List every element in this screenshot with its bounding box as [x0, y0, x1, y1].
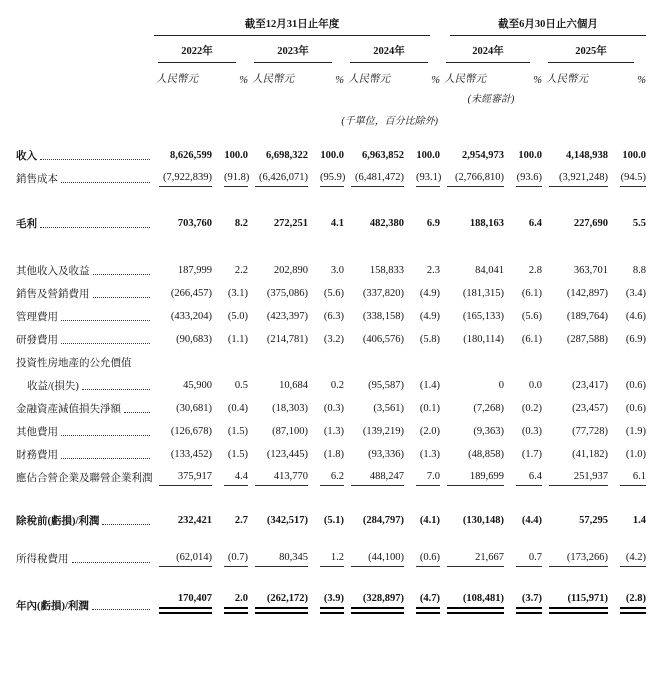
percent-cell: (6.1) — [521, 334, 542, 346]
row-label-text: 收入 — [16, 151, 37, 163]
table-row — [16, 506, 646, 529]
percent-cell: (4.9) — [419, 311, 440, 323]
table-row — [16, 127, 646, 164]
percent-cell: 2.7 — [234, 515, 248, 527]
row-label — [16, 256, 152, 279]
percent-cell: 100.0 — [224, 150, 248, 162]
amount-cell: (375,086) — [266, 288, 308, 300]
amount-cell: (93,336) — [368, 449, 404, 461]
spacer-row — [16, 529, 646, 544]
amount-cell: 170,407 — [152, 591, 212, 614]
percent-header: % — [533, 75, 542, 86]
percent-cell: (1.0) — [625, 449, 646, 461]
amount-cell: (95,587) — [368, 380, 404, 392]
currency-header: 人民幣元 — [348, 74, 390, 85]
amount-cell: (90,683) — [176, 334, 212, 346]
table-row — [16, 325, 646, 348]
amount-cell: (48,858) — [468, 449, 504, 461]
year-header-2023: 2023年 — [248, 36, 344, 63]
percent-cell — [504, 348, 542, 371]
amount-cell: 57,295 — [579, 515, 608, 527]
unaudited-note-row — [16, 86, 646, 105]
amount-cell: (7,922,839) — [152, 164, 212, 187]
spacer — [16, 486, 646, 506]
percent-cell: 4.1 — [330, 218, 344, 230]
row-label-text: 毛利 — [16, 219, 37, 231]
amount-cell: 272,251 — [273, 218, 308, 230]
amount-cell: (2,766,810) — [440, 164, 504, 187]
row-label-text: 研發費用 — [16, 335, 58, 347]
amount-cell: (130,148) — [462, 515, 504, 527]
dot-leader — [93, 297, 151, 298]
spacer-row — [16, 232, 646, 256]
percent-cell: (0.2) — [521, 403, 542, 415]
amount-cell: (87,100) — [272, 426, 308, 438]
amount-cell: (6,481,472) — [344, 164, 404, 187]
percent-cell: (0.4) — [227, 403, 248, 415]
amount-cell — [344, 348, 404, 371]
spacer — [16, 232, 646, 256]
period-group-interim-title: 截至6月30日止六個月 — [450, 16, 646, 36]
amount-cell: (123,445) — [266, 449, 308, 461]
amount-cell: 0 — [498, 380, 504, 392]
row-label — [16, 127, 152, 164]
spacer-row — [16, 187, 646, 209]
row-label — [16, 440, 152, 463]
row-label-text: 年內(虧損)/利潤 — [16, 601, 89, 613]
amount-cell: (23,457) — [572, 403, 608, 415]
percent-cell: 0.5 — [234, 380, 248, 392]
dot-leader — [93, 274, 151, 275]
percent-cell: (1.5) — [227, 449, 248, 461]
amount-cell: (62,014) — [152, 544, 212, 567]
table-row — [16, 164, 646, 187]
percent-cell: 1.4 — [632, 515, 646, 527]
percent-header: % — [637, 75, 646, 86]
period-group-annual-title: 截至12月31日止年度 — [154, 16, 430, 36]
amount-cell: (338,158) — [362, 311, 404, 323]
amount-cell: (423,397) — [266, 311, 308, 323]
spacer — [16, 187, 646, 209]
amount-cell: (328,897) — [344, 591, 404, 614]
percent-cell: 6.4 — [528, 218, 542, 230]
percent-cell: (1.5) — [227, 426, 248, 438]
year-header-2024-interim: 2024年 — [440, 36, 542, 63]
spacer-row — [16, 486, 646, 506]
dot-leader — [61, 343, 150, 344]
amount-cell: (3,561) — [373, 403, 404, 415]
row-label — [16, 371, 152, 394]
percent-cell: (93.1) — [404, 164, 440, 187]
percent-cell: 6.4 — [504, 463, 542, 486]
amount-cell: (108,481) — [440, 591, 504, 614]
financial-table — [16, 12, 646, 614]
percent-cell: (0.6) — [404, 544, 440, 567]
units-note: (千單位，百分比除外) — [341, 116, 438, 127]
period-group-interim — [440, 12, 646, 36]
dot-leader — [40, 227, 150, 228]
empty-cell — [16, 63, 152, 86]
unit-header-row — [16, 63, 646, 86]
table-row — [16, 544, 646, 567]
amount-cell: 363,701 — [573, 265, 608, 277]
percent-cell: (5.6) — [323, 288, 344, 300]
percent-cell: (6.9) — [625, 334, 646, 346]
percent-cell: 100.0 — [416, 150, 440, 162]
amount-cell: (337,820) — [362, 288, 404, 300]
year-header-2025-interim: 2025年 — [542, 36, 646, 63]
amount-cell: (173,266) — [542, 544, 608, 567]
amount-cell: 413,770 — [248, 463, 308, 486]
amount-cell: (18,303) — [272, 403, 308, 415]
percent-cell: 2.8 — [528, 265, 542, 277]
table-row — [16, 463, 646, 486]
percent-cell: (4.7) — [404, 591, 440, 614]
percent-cell — [608, 348, 646, 371]
unaudited-note: (未經審計) — [467, 94, 515, 105]
amount-cell: (126,678) — [170, 426, 212, 438]
amount-cell: (406,576) — [362, 334, 404, 346]
row-label-text: 管理費用 — [16, 312, 58, 324]
row-label-text: 財務費用 — [16, 450, 58, 462]
row-label — [16, 279, 152, 302]
amount-cell: 2,954,973 — [462, 150, 504, 162]
amount-cell: 232,421 — [177, 515, 212, 527]
row-label-text: 收益/(損失) — [27, 381, 79, 393]
percent-header: % — [431, 75, 440, 86]
row-label-text: 金融資產減值損失淨額 — [16, 404, 121, 416]
percent-cell: (5.0) — [227, 311, 248, 323]
amount-cell — [152, 348, 212, 371]
amount-cell: (9,363) — [473, 426, 504, 438]
percent-cell: 0.2 — [330, 380, 344, 392]
empty-cell — [16, 36, 152, 63]
percent-cell: (5.8) — [419, 334, 440, 346]
spacer — [16, 567, 646, 591]
amount-cell: 375,917 — [152, 463, 212, 486]
units-note-row — [16, 105, 646, 127]
amount-cell: 488,247 — [344, 463, 404, 486]
amount-cell: (214,781) — [266, 334, 308, 346]
dot-leader — [92, 609, 150, 610]
table-row — [16, 371, 646, 394]
percent-cell: (5.6) — [521, 311, 542, 323]
amount-cell: 84,041 — [475, 265, 504, 277]
percent-cell: (93.6) — [504, 164, 542, 187]
table-row — [16, 256, 646, 279]
dot-leader — [61, 182, 150, 183]
percent-cell — [308, 348, 344, 371]
amount-cell: 10,684 — [279, 380, 308, 392]
row-label — [16, 463, 152, 486]
amount-cell: (115,971) — [542, 591, 608, 614]
year-header-2022: 2022年 — [152, 36, 248, 63]
row-label — [16, 348, 152, 371]
currency-header: 人民幣元 — [444, 74, 486, 85]
percent-cell: (1.4) — [419, 380, 440, 392]
percent-cell: (4.2) — [608, 544, 646, 567]
percent-cell: (94.5) — [608, 164, 646, 187]
percent-cell: (1.8) — [323, 449, 344, 461]
row-label-text: 銷售成本 — [16, 174, 58, 186]
percent-cell: (3.7) — [504, 591, 542, 614]
amount-cell: (342,517) — [266, 515, 308, 527]
row-label-text: 其他收入及收益 — [16, 266, 90, 278]
label-column-header — [16, 12, 152, 36]
percent-cell: (4.4) — [521, 515, 542, 527]
amount-cell: 188,163 — [469, 218, 504, 230]
spacer-row — [16, 567, 646, 591]
row-label — [16, 544, 152, 567]
amount-cell: 21,667 — [440, 544, 504, 567]
percent-cell: (1.1) — [227, 334, 248, 346]
amount-cell: (139,219) — [362, 426, 404, 438]
dot-leader — [61, 435, 150, 436]
percent-cell: (0.7) — [212, 544, 248, 567]
table-row — [16, 591, 646, 614]
amount-cell: 482,380 — [369, 218, 404, 230]
percent-cell: (1.3) — [323, 426, 344, 438]
percent-cell: 2.0 — [212, 591, 248, 614]
percent-cell: 6.2 — [308, 463, 344, 486]
amount-cell: (181,315) — [462, 288, 504, 300]
percent-cell: (1.3) — [419, 449, 440, 461]
amount-cell: (287,588) — [566, 334, 608, 346]
percent-cell: (2.8) — [608, 591, 646, 614]
row-label — [16, 325, 152, 348]
table-row — [16, 279, 646, 302]
amount-cell: 4,148,938 — [566, 150, 608, 162]
table-row — [16, 394, 646, 417]
row-label-text: 應佔合營企業及聯營企業利潤 — [16, 473, 153, 485]
row-label — [16, 506, 152, 529]
row-label-text: 所得稅費用 — [16, 554, 69, 566]
row-label — [16, 417, 152, 440]
percent-cell: 8.2 — [234, 218, 248, 230]
dot-leader — [61, 320, 150, 321]
amount-cell — [542, 348, 608, 371]
percent-cell — [404, 348, 440, 371]
amount-cell: (23,417) — [572, 380, 608, 392]
percent-cell: (4.1) — [419, 515, 440, 527]
row-label-text: 其他費用 — [16, 427, 58, 439]
percent-cell: (91.8) — [212, 164, 248, 187]
empty-cell — [542, 86, 646, 105]
percent-cell — [212, 348, 248, 371]
spacer — [16, 529, 646, 544]
percent-cell: 2.2 — [234, 265, 248, 277]
amount-cell: (3,921,248) — [542, 164, 608, 187]
percent-cell: (3.1) — [227, 288, 248, 300]
table-row — [16, 440, 646, 463]
percent-cell: (95.9) — [308, 164, 344, 187]
percent-cell: 8.8 — [632, 265, 646, 277]
percent-cell: 100.0 — [320, 150, 344, 162]
amount-cell: (7,268) — [473, 403, 504, 415]
amount-cell: (284,797) — [362, 515, 404, 527]
currency-header: 人民幣元 — [156, 74, 198, 85]
amount-cell: 202,890 — [273, 265, 308, 277]
table-row — [16, 209, 646, 232]
amount-cell — [440, 348, 504, 371]
table-row — [16, 302, 646, 325]
amount-cell: 227,690 — [573, 218, 608, 230]
amount-cell: 6,963,852 — [362, 150, 404, 162]
empty-cell — [440, 105, 646, 127]
percent-cell: 7.0 — [404, 463, 440, 486]
percent-cell: (0.6) — [625, 380, 646, 392]
percent-cell: (6.1) — [521, 288, 542, 300]
year-header-2024: 2024年 — [344, 36, 440, 63]
amount-cell: (189,764) — [566, 311, 608, 323]
dot-leader — [82, 389, 150, 390]
row-label-text: 投資性房地產的公允價值 — [16, 358, 132, 370]
row-label-text: 除稅前(虧損)/利潤 — [16, 516, 100, 528]
amount-cell: 251,937 — [542, 463, 608, 486]
percent-cell: (5.1) — [323, 515, 344, 527]
percent-cell: (0.3) — [521, 426, 542, 438]
amount-cell: (165,133) — [462, 311, 504, 323]
percent-cell: 3.0 — [330, 265, 344, 277]
amount-cell: 8,626,599 — [170, 150, 212, 162]
dot-leader — [72, 562, 151, 563]
percent-cell: (3.4) — [625, 288, 646, 300]
percent-cell: 6.9 — [426, 218, 440, 230]
currency-header: 人民幣元 — [546, 74, 588, 85]
table-body — [16, 127, 646, 614]
percent-cell: (1.7) — [521, 449, 542, 461]
percent-cell: (4.6) — [625, 311, 646, 323]
percent-cell: (0.3) — [323, 403, 344, 415]
percent-cell: 4.4 — [212, 463, 248, 486]
table-row — [16, 417, 646, 440]
amount-cell: 6,698,322 — [266, 150, 308, 162]
row-label — [16, 394, 152, 417]
amount-cell: (262,172) — [248, 591, 308, 614]
percent-cell: (1.9) — [625, 426, 646, 438]
percent-cell: 5.5 — [632, 218, 646, 230]
percent-cell: (0.6) — [625, 403, 646, 415]
amount-cell: 158,833 — [369, 265, 404, 277]
percent-cell: 100.0 — [622, 150, 646, 162]
amount-cell: (41,182) — [572, 449, 608, 461]
amount-cell: 45,900 — [183, 380, 212, 392]
percent-cell: 0.7 — [504, 544, 542, 567]
percent-cell: 1.2 — [308, 544, 344, 567]
percent-cell: 2.3 — [426, 265, 440, 277]
amount-cell: (44,100) — [344, 544, 404, 567]
amount-cell: 80,345 — [248, 544, 308, 567]
amount-cell: 703,760 — [177, 218, 212, 230]
amount-cell — [248, 348, 308, 371]
dot-leader — [61, 458, 150, 459]
amount-cell: (6,426,071) — [248, 164, 308, 187]
row-label — [16, 302, 152, 325]
year-header-row — [16, 36, 646, 63]
dot-leader — [124, 412, 150, 413]
percent-cell: 0.0 — [528, 380, 542, 392]
row-label — [16, 209, 152, 232]
currency-header: 人民幣元 — [252, 74, 294, 85]
dot-leader — [102, 524, 150, 525]
table-row — [16, 348, 646, 371]
row-label — [16, 164, 152, 187]
percent-header: % — [335, 75, 344, 86]
row-label-text: 銷售及營銷費用 — [16, 289, 90, 301]
amount-cell: (133,452) — [170, 449, 212, 461]
period-group-row — [16, 12, 646, 36]
percent-cell: (3.2) — [323, 334, 344, 346]
percent-cell: (3.9) — [308, 591, 344, 614]
amount-cell: 189,699 — [440, 463, 504, 486]
percent-cell: (6.3) — [323, 311, 344, 323]
amount-cell: (142,897) — [566, 288, 608, 300]
row-label — [16, 591, 152, 614]
percent-cell: (4.9) — [419, 288, 440, 300]
amount-cell: (180,114) — [463, 334, 504, 346]
amount-cell: (77,728) — [572, 426, 608, 438]
amount-cell: 187,999 — [177, 265, 212, 277]
percent-cell: (0.1) — [419, 403, 440, 415]
dot-leader — [40, 159, 150, 160]
period-group-annual — [152, 12, 440, 36]
amount-cell: (266,457) — [170, 288, 212, 300]
percent-cell: (2.0) — [419, 426, 440, 438]
percent-cell: 100.0 — [518, 150, 542, 162]
percent-header: % — [239, 75, 248, 86]
amount-cell: (30,681) — [176, 403, 212, 415]
empty-cell — [16, 86, 440, 105]
amount-cell: (433,204) — [170, 311, 212, 323]
percent-cell: 6.1 — [608, 463, 646, 486]
